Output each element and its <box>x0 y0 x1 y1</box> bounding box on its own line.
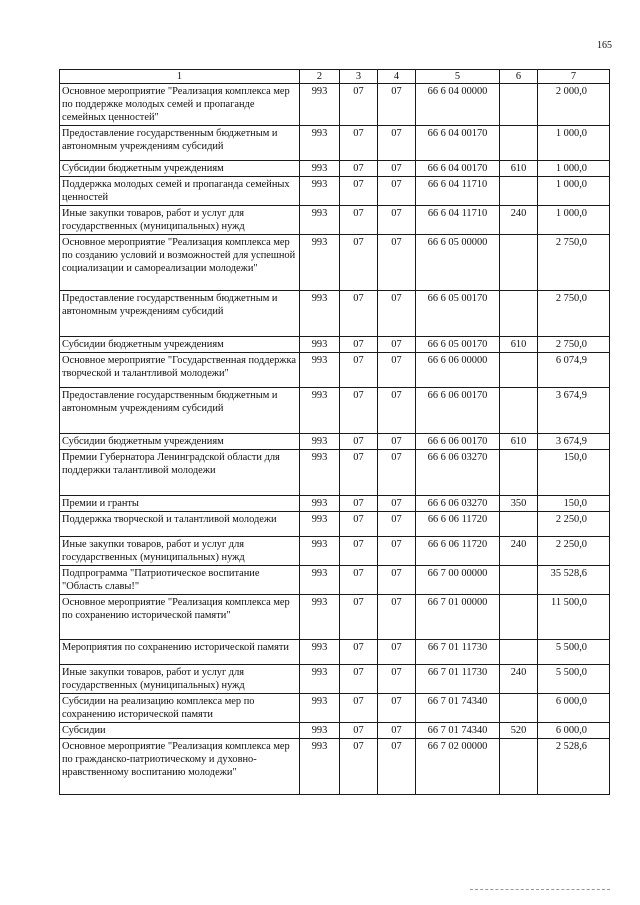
row-admin-code-cell: 993 <box>300 595 340 640</box>
row-amount-cell: 6 074,9 <box>538 353 610 388</box>
table-row <box>60 566 610 595</box>
row-amount-cell: 35 528,6 <box>538 566 610 595</box>
table-row <box>60 235 610 291</box>
row-target-article-cell: 66 6 06 03270 <box>416 496 500 512</box>
table-row <box>60 126 610 161</box>
row-name-cell: Поддержка творческой и талантливой молодежи <box>60 512 300 537</box>
row-section-cell: 07 <box>340 496 378 512</box>
header-cell-2: 2 <box>300 70 340 84</box>
row-admin-code-cell: 993 <box>300 739 340 795</box>
row-section-cell: 07 <box>340 566 378 595</box>
row-name-cell: Предоставление государственным бюджетным и автономным учреждениям субсидий <box>60 388 300 434</box>
row-target-article-cell: 66 6 05 00000 <box>416 235 500 291</box>
table-row <box>60 337 610 353</box>
row-target-article-cell: 66 7 01 74340 <box>416 723 500 739</box>
row-section-cell: 07 <box>340 739 378 795</box>
row-admin-code-cell: 993 <box>300 434 340 450</box>
row-section-cell: 07 <box>340 450 378 496</box>
row-section-cell: 07 <box>340 206 378 235</box>
row-name-cell: Основное мероприятие "Реализация комплекса мер по сохранению исторической памяти" <box>60 595 300 640</box>
row-name-cell: Иные закупки товаров, работ и услуг для государственных (муниципальных) нужд <box>60 206 300 235</box>
row-name-cell: Субсидии <box>60 723 300 739</box>
row-amount-cell: 2 250,0 <box>538 512 610 537</box>
table-row <box>60 694 610 723</box>
row-name-cell: Иные закупки товаров, работ и услуг для государственных (муниципальных) нужд <box>60 665 300 694</box>
row-target-article-cell: 66 6 04 00170 <box>416 126 500 161</box>
header-cell-7: 7 <box>538 70 610 84</box>
row-target-article-cell: 66 6 04 00000 <box>416 84 500 126</box>
row-admin-code-cell: 993 <box>300 126 340 161</box>
row-subsection-cell: 07 <box>378 206 416 235</box>
table-row <box>60 512 610 537</box>
table-row <box>60 434 610 450</box>
row-expense-type-cell: 610 <box>500 337 538 353</box>
row-admin-code-cell: 993 <box>300 291 340 337</box>
row-amount-cell: 1 000,0 <box>538 161 610 177</box>
row-subsection-cell: 07 <box>378 235 416 291</box>
row-amount-cell: 1 000,0 <box>538 126 610 161</box>
row-amount-cell: 1 000,0 <box>538 177 610 206</box>
row-target-article-cell: 66 6 04 11710 <box>416 206 500 235</box>
row-name-cell: Основное мероприятие "Реализация комплекса мер по гражданско-патриотическому и духовно-нравственному воспитанию молодежи" <box>60 739 300 795</box>
row-target-article-cell: 66 6 06 00000 <box>416 353 500 388</box>
row-expense-type-cell <box>500 450 538 496</box>
row-expense-type-cell: 350 <box>500 496 538 512</box>
row-section-cell: 07 <box>340 723 378 739</box>
table-header-row <box>60 70 610 84</box>
header-cell-1: 1 <box>60 70 300 84</box>
table-row <box>60 537 610 566</box>
row-name-cell: Субсидии бюджетным учреждениям <box>60 337 300 353</box>
row-admin-code-cell: 993 <box>300 206 340 235</box>
row-expense-type-cell <box>500 640 538 665</box>
table-row <box>60 450 610 496</box>
row-expense-type-cell <box>500 126 538 161</box>
row-subsection-cell: 07 <box>378 496 416 512</box>
row-name-cell: Премии Губернатора Ленинградской области для поддержки талантливой молодежи <box>60 450 300 496</box>
row-subsection-cell: 07 <box>378 694 416 723</box>
row-subsection-cell: 07 <box>378 291 416 337</box>
row-subsection-cell: 07 <box>378 126 416 161</box>
row-section-cell: 07 <box>340 640 378 665</box>
row-subsection-cell: 07 <box>378 537 416 566</box>
header-cell-6: 6 <box>500 70 538 84</box>
row-target-article-cell: 66 7 01 11730 <box>416 640 500 665</box>
row-expense-type-cell <box>500 353 538 388</box>
row-amount-cell: 6 000,0 <box>538 694 610 723</box>
row-name-cell: Основное мероприятие "Государственная поддержка творческой и талантливой молодежи" <box>60 353 300 388</box>
row-admin-code-cell: 993 <box>300 84 340 126</box>
row-amount-cell: 11 500,0 <box>538 595 610 640</box>
row-subsection-cell: 07 <box>378 512 416 537</box>
header-cell-3: 3 <box>340 70 378 84</box>
row-expense-type-cell: 520 <box>500 723 538 739</box>
row-admin-code-cell: 993 <box>300 566 340 595</box>
row-name-cell: Премии и гранты <box>60 496 300 512</box>
table-row <box>60 388 610 434</box>
row-name-cell: Субсидии бюджетным учреждениям <box>60 161 300 177</box>
row-admin-code-cell: 993 <box>300 337 340 353</box>
row-section-cell: 07 <box>340 126 378 161</box>
row-name-cell: Подпрограмма "Патриотическое воспитание "Область славы!" <box>60 566 300 595</box>
row-expense-type-cell <box>500 291 538 337</box>
row-amount-cell: 5 500,0 <box>538 640 610 665</box>
row-section-cell: 07 <box>340 353 378 388</box>
row-subsection-cell: 07 <box>378 434 416 450</box>
table-row <box>60 161 610 177</box>
row-expense-type-cell: 240 <box>500 665 538 694</box>
row-name-cell: Субсидии на реализацию комплекса мер по сохранению исторической памяти <box>60 694 300 723</box>
row-subsection-cell: 07 <box>378 388 416 434</box>
row-admin-code-cell: 993 <box>300 450 340 496</box>
row-subsection-cell: 07 <box>378 353 416 388</box>
header-cell-5: 5 <box>416 70 500 84</box>
row-section-cell: 07 <box>340 694 378 723</box>
row-admin-code-cell: 993 <box>300 353 340 388</box>
row-subsection-cell: 07 <box>378 640 416 665</box>
row-subsection-cell: 07 <box>378 665 416 694</box>
row-subsection-cell: 07 <box>378 450 416 496</box>
row-admin-code-cell: 993 <box>300 388 340 434</box>
row-name-cell: Предоставление государственным бюджетным и автономным учреждениям субсидий <box>60 291 300 337</box>
row-amount-cell: 150,0 <box>538 450 610 496</box>
header-cell-4: 4 <box>378 70 416 84</box>
row-admin-code-cell: 993 <box>300 496 340 512</box>
row-section-cell: 07 <box>340 291 378 337</box>
row-admin-code-cell: 993 <box>300 694 340 723</box>
table-row <box>60 723 610 739</box>
row-expense-type-cell <box>500 566 538 595</box>
table-row <box>60 353 610 388</box>
row-amount-cell: 3 674,9 <box>538 388 610 434</box>
table-row <box>60 177 610 206</box>
row-target-article-cell: 66 7 01 00000 <box>416 595 500 640</box>
row-expense-type-cell <box>500 235 538 291</box>
row-subsection-cell: 07 <box>378 161 416 177</box>
footer-rule <box>470 889 610 890</box>
row-admin-code-cell: 993 <box>300 640 340 665</box>
row-admin-code-cell: 993 <box>300 537 340 566</box>
table-row <box>60 206 610 235</box>
table-row <box>60 739 610 795</box>
row-target-article-cell: 66 7 00 00000 <box>416 566 500 595</box>
row-amount-cell: 2 750,0 <box>538 235 610 291</box>
row-expense-type-cell: 610 <box>500 161 538 177</box>
row-amount-cell: 2 750,0 <box>538 291 610 337</box>
row-name-cell: Предоставление государственным бюджетным и автономным учреждениям субсидий <box>60 126 300 161</box>
row-section-cell: 07 <box>340 512 378 537</box>
row-section-cell: 07 <box>340 337 378 353</box>
row-amount-cell: 2 250,0 <box>538 537 610 566</box>
row-name-cell: Иные закупки товаров, работ и услуг для государственных (муниципальных) нужд <box>60 537 300 566</box>
row-subsection-cell: 07 <box>378 177 416 206</box>
row-target-article-cell: 66 7 02 00000 <box>416 739 500 795</box>
row-section-cell: 07 <box>340 161 378 177</box>
row-admin-code-cell: 993 <box>300 723 340 739</box>
row-admin-code-cell: 993 <box>300 177 340 206</box>
row-admin-code-cell: 993 <box>300 512 340 537</box>
row-admin-code-cell: 993 <box>300 665 340 694</box>
row-admin-code-cell: 993 <box>300 235 340 291</box>
row-admin-code-cell: 993 <box>300 161 340 177</box>
table-row <box>60 640 610 665</box>
table-row <box>60 496 610 512</box>
row-target-article-cell: 66 7 01 11730 <box>416 665 500 694</box>
row-target-article-cell: 66 6 06 00170 <box>416 434 500 450</box>
page-number: 165 <box>597 40 612 51</box>
table-row <box>60 595 610 640</box>
row-name-cell: Поддержка молодых семей и пропаганда семейных ценностей <box>60 177 300 206</box>
row-name-cell: Основное мероприятие "Реализация комплекса мер по поддержке молодых семей и пропаганде семейных ценностей" <box>60 84 300 126</box>
row-amount-cell: 6 000,0 <box>538 723 610 739</box>
row-section-cell: 07 <box>340 595 378 640</box>
row-name-cell: Основное мероприятие "Реализация комплекса мер по созданию условий и возможностей для успешной социализации и самореализации молодежи" <box>60 235 300 291</box>
row-expense-type-cell <box>500 595 538 640</box>
row-expense-type-cell: 240 <box>500 206 538 235</box>
row-target-article-cell: 66 6 06 11720 <box>416 537 500 566</box>
row-amount-cell: 5 500,0 <box>538 665 610 694</box>
row-section-cell: 07 <box>340 434 378 450</box>
row-target-article-cell: 66 6 06 11720 <box>416 512 500 537</box>
row-expense-type-cell: 240 <box>500 537 538 566</box>
row-target-article-cell: 66 6 05 00170 <box>416 291 500 337</box>
row-subsection-cell: 07 <box>378 566 416 595</box>
row-target-article-cell: 66 7 01 74340 <box>416 694 500 723</box>
row-section-cell: 07 <box>340 177 378 206</box>
row-expense-type-cell <box>500 177 538 206</box>
row-subsection-cell: 07 <box>378 595 416 640</box>
row-name-cell: Субсидии бюджетным учреждениям <box>60 434 300 450</box>
row-section-cell: 07 <box>340 235 378 291</box>
row-expense-type-cell: 610 <box>500 434 538 450</box>
table-row <box>60 291 610 337</box>
row-target-article-cell: 66 6 06 00170 <box>416 388 500 434</box>
row-expense-type-cell <box>500 512 538 537</box>
row-subsection-cell: 07 <box>378 739 416 795</box>
row-target-article-cell: 66 6 04 11710 <box>416 177 500 206</box>
row-expense-type-cell <box>500 739 538 795</box>
row-section-cell: 07 <box>340 537 378 566</box>
budget-table <box>59 69 610 795</box>
row-target-article-cell: 66 6 05 00170 <box>416 337 500 353</box>
row-expense-type-cell <box>500 694 538 723</box>
row-subsection-cell: 07 <box>378 84 416 126</box>
row-amount-cell: 2 000,0 <box>538 84 610 126</box>
row-expense-type-cell <box>500 388 538 434</box>
row-target-article-cell: 66 6 04 00170 <box>416 161 500 177</box>
row-amount-cell: 150,0 <box>538 496 610 512</box>
row-section-cell: 07 <box>340 388 378 434</box>
row-name-cell: Мероприятия по сохранению исторической памяти <box>60 640 300 665</box>
table-row <box>60 84 610 126</box>
row-subsection-cell: 07 <box>378 723 416 739</box>
row-expense-type-cell <box>500 84 538 126</box>
row-subsection-cell: 07 <box>378 337 416 353</box>
table-row <box>60 665 610 694</box>
row-section-cell: 07 <box>340 665 378 694</box>
row-amount-cell: 3 674,9 <box>538 434 610 450</box>
row-amount-cell: 2 750,0 <box>538 337 610 353</box>
row-amount-cell: 1 000,0 <box>538 206 610 235</box>
row-target-article-cell: 66 6 06 03270 <box>416 450 500 496</box>
row-section-cell: 07 <box>340 84 378 126</box>
row-amount-cell: 2 528,6 <box>538 739 610 795</box>
